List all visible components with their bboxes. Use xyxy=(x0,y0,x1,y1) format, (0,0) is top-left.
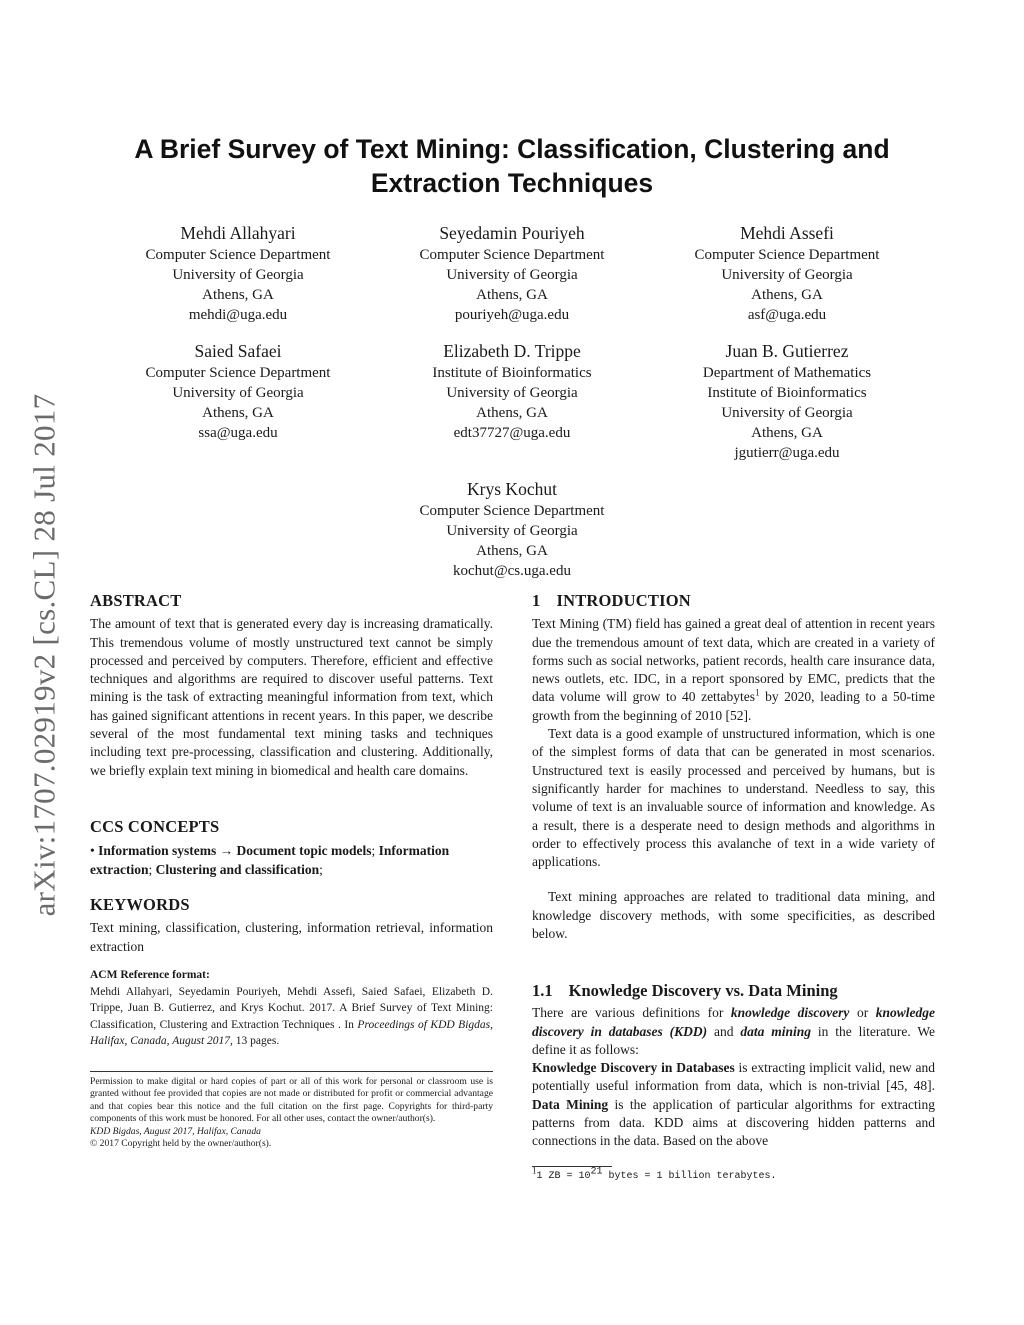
subsection-text: or xyxy=(849,1005,876,1021)
subsection-title: Knowledge Discovery vs. Data Mining xyxy=(568,981,838,1000)
footnote xyxy=(532,1165,935,1184)
author-affiliation: Institute of Bioinformatics xyxy=(432,365,592,381)
author-affiliation: Athens, GA xyxy=(202,287,274,303)
author-block xyxy=(642,222,932,325)
ccs-arrow: → xyxy=(219,843,234,859)
ccs-concept: Document topic models xyxy=(236,843,372,859)
ccs-separator: ; xyxy=(319,861,323,877)
section-title: INTRODUCTION xyxy=(556,591,691,610)
subsection-paragraph xyxy=(532,1004,935,1059)
subsection-text: and xyxy=(707,1023,741,1039)
introduction-heading xyxy=(532,592,935,610)
author-name: Elizabeth D. Trippe xyxy=(443,341,581,361)
definition-term: Data Mining xyxy=(532,1096,609,1112)
author-email: edt37727@uga.edu xyxy=(453,425,571,441)
ccs-separator: ; xyxy=(148,861,153,877)
ccs-bullet: • xyxy=(90,843,95,859)
introduction-section xyxy=(532,592,935,943)
author-block xyxy=(93,222,383,325)
author-block xyxy=(367,478,657,581)
permission-venue: KDD Bigdas, August 2017, Halifax, Canada xyxy=(90,1125,261,1137)
intro-paragraph: Text data is a good example of unstructured information, which is one of the simplest forms of data that can be generated in most scenarios. Unstructured text is easily processed and perceived by humans, but is significantly harder for machines to understand. Needless to say, this volume of text is an invaluable source of information and knowledge. As a result, there is a desperate need to design methods and algorithms in order to effectively process this avalanche of text in a wide variety of applications. xyxy=(532,726,935,870)
abstract-text: The amount of text that is generated every day is increasing dramatically. This tremendous volume of mostly unstructured text cannot be simply processed and perceived by computers. Therefore, efficient and effective techniques and algorithms are required to discover useful patterns. Text mining is the task of extracting meaningful information from text, which has gained significant attentions in recent years. In this paper, we describe several of the most fundamental text mining tasks and techniques including text pre-processing, classification and clustering. Additionally, we briefly explain text mining in biomedical and health care domains. xyxy=(90,616,493,778)
acm-ref-pages: 13 pages. xyxy=(232,1035,280,1047)
intro-paragraph: Text mining approaches are related to traditional data mining, and knowledge discovery methods, with some specificities, as described below. xyxy=(532,889,935,942)
ccs-separator: ; xyxy=(371,843,376,859)
footer-divider xyxy=(90,1071,493,1072)
author-block xyxy=(93,340,383,443)
author-name: Mehdi Allahyari xyxy=(180,223,296,243)
author-affiliation: University of Georgia xyxy=(446,385,578,401)
permission-text: Permission to make digital or hard copies of part or all of this work for personal or classroom use is granted without fee provided that copies are not made or distributed for profit or commercial advantage and that copies bear this notice and the full citation on the first page. Copyrights for third-party components of this work must be honored. For all other uses, contact the owner/author(s). xyxy=(90,1076,493,1125)
author-email: asf@uga.edu xyxy=(747,307,827,323)
author-email: mehdi@uga.edu xyxy=(188,307,288,323)
definition-term: Knowledge Discovery in Databases xyxy=(532,1060,735,1076)
subsection-number: 1.1 xyxy=(532,981,553,1000)
subsection-paragraph xyxy=(532,1059,935,1150)
author-affiliation: Athens, GA xyxy=(202,405,274,421)
arxiv-id: arXiv:1707.02919v2 [cs.CL] 28 Jul 2017 xyxy=(26,393,62,917)
term-emphasis: data mining xyxy=(740,1023,812,1039)
ccs-concept: Information extraction xyxy=(90,843,450,877)
subsection-heading xyxy=(532,982,935,1000)
author-affiliation: Computer Science Department xyxy=(419,503,605,519)
acm-reference xyxy=(90,967,493,1050)
term-emphasis: knowledge discovery xyxy=(730,1005,850,1021)
author-affiliation: Athens, GA xyxy=(751,287,823,303)
keywords-text: Text mining, classification, clustering, information retrieval, information extraction xyxy=(90,920,493,954)
author-affiliation: Athens, GA xyxy=(476,543,548,559)
author-affiliation: Computer Science Department xyxy=(145,247,331,263)
footnote-text xyxy=(532,1165,935,1184)
author-block xyxy=(367,222,657,325)
footnote-body: bytes = 1 billion terabytes. xyxy=(602,1171,777,1182)
intro-text: by 2020, leading to a 50-time growth from the beginning of 2010 [52]. xyxy=(532,689,936,723)
acm-ref-heading: ACM Reference format: xyxy=(90,969,210,981)
author-affiliation: University of Georgia xyxy=(446,267,578,283)
subsection-text: is extracting implicit valid, new and potentially useful information from data, which is non-trivial [45, 48]. xyxy=(532,1060,935,1094)
keywords-section xyxy=(90,896,493,956)
author-email: ssa@uga.edu xyxy=(198,425,278,441)
abstract-heading: ABSTRACT xyxy=(90,591,182,610)
footnote-ref: 1 xyxy=(755,687,760,698)
arxiv-margin-stamp xyxy=(22,370,66,940)
footnote-body: 1 ZB = 10 xyxy=(536,1171,591,1182)
author-name: Mehdi Assefi xyxy=(740,223,834,243)
author-affiliation: Computer Science Department xyxy=(419,247,605,263)
author-affiliation: Athens, GA xyxy=(476,287,548,303)
acm-ref-venue: Proceedings of KDD Bigdas, Halifax, Canada, August 2017, xyxy=(90,1018,493,1047)
author-affiliation: University of Georgia xyxy=(172,267,304,283)
author-affiliation: Athens, GA xyxy=(476,405,548,421)
author-affiliation: University of Georgia xyxy=(721,267,853,283)
author-affiliation: University of Georgia xyxy=(172,385,304,401)
ccs-concept: Information systems xyxy=(98,843,217,859)
subsection-text: in the literature. We define it as follows: xyxy=(532,1023,936,1057)
author-affiliation: Department of Mathematics xyxy=(702,365,872,381)
author-name: Krys Kochut xyxy=(467,479,557,499)
author-name: Saied Safaei xyxy=(194,341,282,361)
subsection-1-1 xyxy=(532,982,935,1151)
ccs-section xyxy=(90,818,493,879)
author-affiliation: Institute of Bioinformatics xyxy=(707,385,867,401)
author-block xyxy=(642,340,932,463)
ccs-text xyxy=(90,842,493,879)
author-affiliation: Athens, GA xyxy=(751,425,823,441)
author-name: Seyedamin Pouriyeh xyxy=(439,223,585,243)
acm-ref-text xyxy=(90,984,493,1050)
intro-text: Text Mining (TM) field has gained a great deal of attention in recent years due the tremendous amount of text data, which are created in a variety of forms such as social networks, patient records, health care insurance data, news outlets, etc. IDC, in a report sponsored by EMC, predicts that the data volume will grow to 40 zettabytes xyxy=(532,616,935,705)
author-email: pouriyeh@uga.edu xyxy=(454,307,570,323)
term-emphasis: knowledge discovery in databases (KDD) xyxy=(532,1005,935,1039)
ccs-heading: CCS CONCEPTS xyxy=(90,817,220,836)
footnote-mark: 1 xyxy=(532,1165,537,1176)
intro-paragraph xyxy=(532,615,935,725)
subsection-text: There are various definitions for xyxy=(532,1005,731,1021)
author-email: kochut@cs.uga.edu xyxy=(453,563,571,579)
author-name: Juan B. Gutierrez xyxy=(725,341,849,361)
acm-ref-citation: Mehdi Allahyari, Seyedamin Pouriyeh, Mehdi Assefi, Saied Safaei, Elizabeth D. Trippe, Juan B. Gutierrez, and Krys Kochut. 2017. A Brief Survey of Text Mining: Classification, Clustering and Extraction Techniques . In xyxy=(90,985,493,1031)
copyright-line: © 2017 Copyright held by the owner/author(s). xyxy=(90,1138,272,1150)
author-email: jgutierr@uga.edu xyxy=(734,445,840,461)
author-affiliation: Computer Science Department xyxy=(694,247,880,263)
author-affiliation: Computer Science Department xyxy=(145,365,331,381)
ccs-concept: Clustering and classification xyxy=(155,861,320,877)
permission-notice xyxy=(90,1076,493,1150)
keywords-heading: KEYWORDS xyxy=(90,895,190,914)
author-affiliation: University of Georgia xyxy=(446,523,578,539)
abstract-section xyxy=(90,592,493,780)
footnote-exponent: 21 xyxy=(590,1166,603,1178)
author-affiliation: University of Georgia xyxy=(721,405,853,421)
subsection-text: is the application of particular algorithms for extracting patterns from data. KDD aims at discovering hidden patterns and connections in the data. Based on the above xyxy=(532,1096,935,1149)
author-block xyxy=(367,340,657,443)
section-number: 1 xyxy=(532,591,541,610)
paper-title: A Brief Survey of Text Mining: Classification, Clustering and Extraction Techniques xyxy=(134,134,890,198)
